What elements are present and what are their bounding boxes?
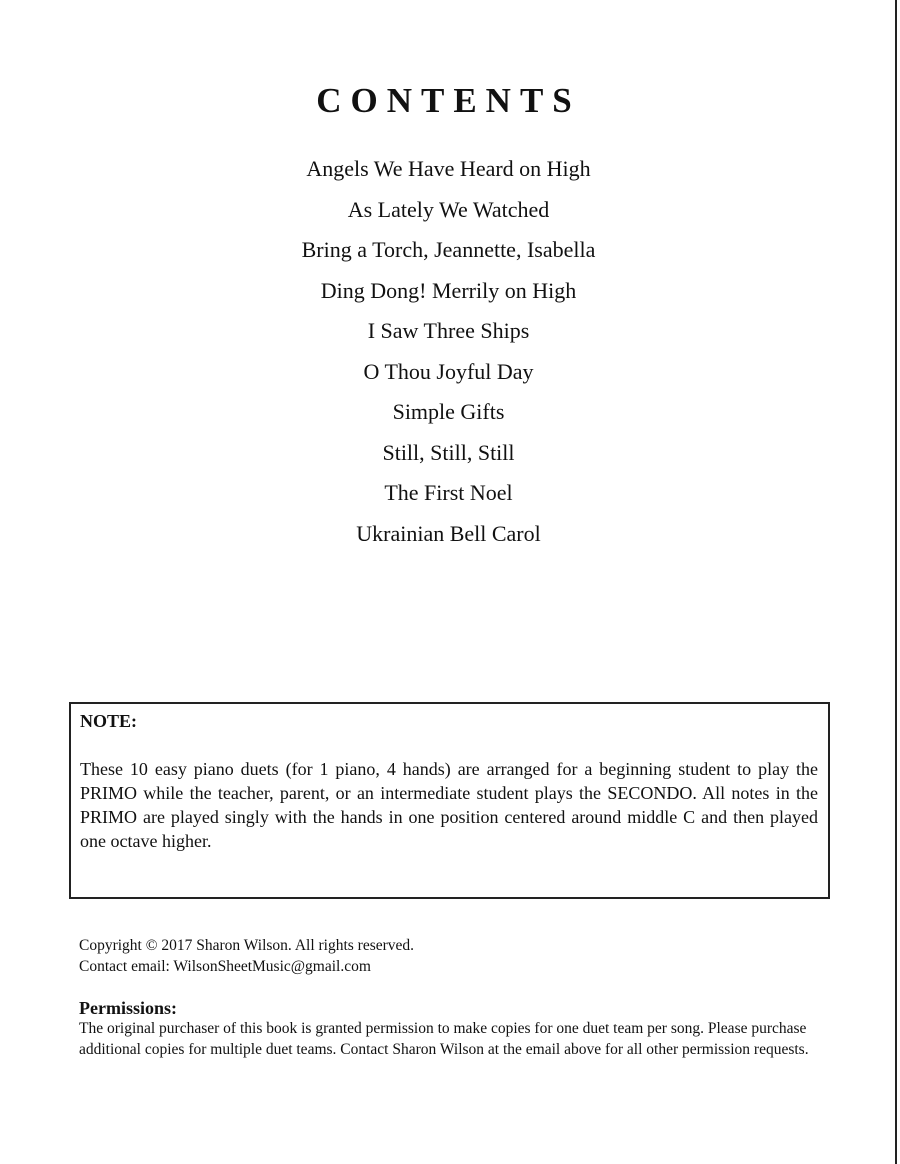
permissions-text: The original purchaser of this book is granted permission to make copies for one duet team per song. Please purchase additional copies for multiple duet teams. Contact Sharon Wilson at the email above for all other permission requests.	[79, 1020, 809, 1058]
copyright-line: Copyright © 2017 Sharon Wilson. All rights reserved.	[79, 937, 415, 954]
contents-item: As Lately We Watched	[347, 196, 550, 222]
contents-item: Ding Dong! Merrily on High	[320, 277, 577, 303]
contents-item: The First Noel	[384, 480, 513, 505]
note-box	[69, 702, 830, 899]
copyright-block	[79, 935, 414, 977]
permissions-block	[79, 997, 819, 1060]
page-title: CONTENTS	[316, 81, 581, 120]
contents-item: Angels We Have Heard on High	[306, 156, 591, 181]
contents-list	[0, 152, 897, 557]
note-text: These 10 easy piano duets (for 1 piano, 4 hands) are arranged for a beginning student to play the PRIMO while the teacher, parent, or an intermediate student plays the SECONDO. All notes in the PRIMO are played singly with the hands in one position centered around middle C and then played one octave higher.	[80, 759, 818, 851]
contact-email-line: Contact email: WilsonSheetMusic@gmail.com	[79, 958, 371, 975]
permissions-heading: Permissions:	[79, 998, 177, 1018]
contents-item: O Thou Joyful Day	[363, 358, 534, 384]
contents-item: Bring a Torch, Jeannette, Isabella	[301, 237, 596, 262]
contents-item: Still, Still, Still	[382, 439, 515, 465]
contents-item: I Saw Three Ships	[367, 318, 530, 343]
note-heading: NOTE:	[80, 711, 138, 731]
contents-item: Simple Gifts	[392, 399, 505, 424]
contents-item: Ukrainian Bell Carol	[356, 520, 541, 546]
